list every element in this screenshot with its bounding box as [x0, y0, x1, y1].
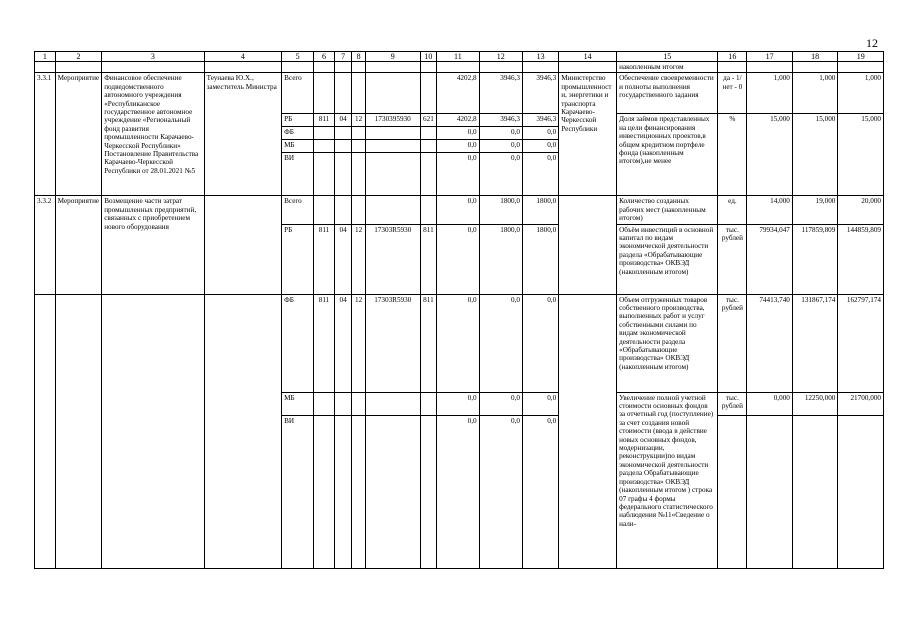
indicator-value: 14,000 — [747, 196, 793, 224]
budget-code: 811 — [314, 224, 335, 294]
budget-code — [314, 153, 335, 196]
amount-cell: 0,0 — [437, 140, 479, 153]
header-cell: 8 — [352, 52, 365, 62]
carry-over-text: накопленным итогом — [617, 62, 718, 73]
amount-cell: 0,0 — [523, 153, 559, 196]
amount-cell: 1800,0 — [479, 224, 522, 294]
amount-cell: 0,0 — [437, 392, 479, 415]
budget-code — [420, 127, 437, 140]
budget-code — [314, 392, 335, 415]
header-cell: 16 — [718, 52, 747, 62]
amount-cell: 0,0 — [523, 127, 559, 140]
budget-code: 811 — [314, 294, 335, 392]
row-type: Мероприятие — [55, 196, 102, 294]
header-cell: 4 — [204, 52, 282, 62]
funding-source: ФБ — [282, 294, 314, 392]
indicator-value: 1,000 — [747, 73, 793, 114]
header-cell: 17 — [747, 52, 793, 62]
budget-code — [334, 415, 352, 568]
amount-cell: 0,0 — [437, 127, 479, 140]
budget-code — [420, 392, 437, 415]
budget-code: 04 — [334, 294, 352, 392]
budget-code — [365, 415, 420, 568]
budget-code — [314, 127, 335, 140]
indicator-unit: тыс. рублей — [718, 224, 747, 294]
measure-name: Финансовое обеспечение подведомственного автономного учреждения «Республиканское государственное автономное учреждение «Региональный фонд развития промышленности Карачаево-Черкесской Республики» Постановление Правительства Карачаево-Черкесской Республики от 28.01.2021 №5 — [102, 73, 204, 196]
amount-cell: 4202,8 — [437, 114, 479, 127]
indicator-value: 131867,174 — [792, 294, 838, 392]
amount-cell: 0,0 — [523, 415, 559, 568]
budget-code — [352, 196, 365, 224]
budget-code — [365, 140, 420, 153]
funding-source: ФБ — [282, 127, 314, 140]
budget-code — [420, 415, 437, 568]
amount-cell: 4202,8 — [437, 73, 479, 114]
funding-source: МБ — [282, 140, 314, 153]
amount-cell: 1800,0 — [523, 196, 559, 224]
indicator-name: Количество созданных рабочих мест (накопленным итогом) — [617, 196, 718, 224]
amount-cell: 3946,3 — [523, 114, 559, 127]
indicator-name: Объем отгруженных товаров собственного производства, выполненных работ и услуг собственными силами по видам экономической деятельности раздела «Обрабатывающие производства» ОКВЭД (накопленным итогом) — [617, 294, 718, 392]
header-cell: 12 — [479, 52, 522, 62]
amount-cell: 3946,3 — [523, 73, 559, 114]
program-table — [34, 51, 884, 569]
executor — [559, 196, 617, 294]
header-cell: 9 — [365, 52, 420, 62]
amount-cell: 0,0 — [479, 294, 522, 392]
amount-cell: 0,0 — [479, 140, 522, 153]
budget-code — [334, 140, 352, 153]
header-cell: 10 — [420, 52, 437, 62]
indicator-value: 117859,809 — [792, 224, 838, 294]
table-row — [35, 73, 884, 114]
header-cell: 7 — [334, 52, 352, 62]
amount-cell: 0,0 — [523, 294, 559, 392]
header-cell: 6 — [314, 52, 335, 62]
header-cell: 2 — [55, 52, 102, 62]
indicator-value: 1,000 — [792, 73, 838, 114]
amount-cell: 0,0 — [479, 415, 522, 568]
table-row — [35, 294, 884, 392]
amount-cell: 1800,0 — [479, 196, 522, 224]
budget-code: 1730395930 — [365, 114, 420, 127]
indicator-value: 15,000 — [747, 114, 793, 196]
budget-code — [334, 73, 352, 114]
budget-code: 17303R5930 — [365, 294, 420, 392]
budget-code — [352, 140, 365, 153]
budget-code — [420, 140, 437, 153]
row-type: Мероприятие — [55, 73, 102, 196]
indicator-value: 162797,174 — [838, 294, 884, 392]
indicator-name: Объём инвестиций в основной капитал по видам экономической деятельности раздела «Обрабатывающие производства» ОКВЭД (накопленным итогом) — [617, 224, 718, 294]
budget-code — [352, 153, 365, 196]
indicator-value: 21700,000 — [838, 392, 884, 415]
indicator-value: 12250,000 — [792, 392, 838, 415]
budget-code — [352, 73, 365, 114]
header-cell: 5 — [282, 52, 314, 62]
carry-over-row — [35, 62, 884, 73]
funding-source: Всего — [282, 196, 314, 224]
budget-code — [314, 140, 335, 153]
amount-cell: 0,0 — [437, 196, 479, 224]
header-cell: 19 — [838, 52, 884, 62]
budget-code — [352, 392, 365, 415]
header-cell: 1 — [35, 52, 56, 62]
page-number: 12 — [866, 36, 878, 50]
budget-code: 12 — [352, 114, 365, 127]
header-cell: 18 — [792, 52, 838, 62]
measure-name: Возмещение части затрат промышленных предприятий, связанных с приобретением нового оборудования — [102, 196, 204, 294]
table-row — [35, 196, 884, 224]
indicator-value: 74413,740 — [747, 294, 793, 392]
amount-cell: 0,0 — [437, 224, 479, 294]
funding-source: МБ — [282, 392, 314, 415]
budget-code — [334, 196, 352, 224]
budget-code — [365, 196, 420, 224]
header-cell: 3 — [102, 52, 204, 62]
indicator-value: 79934,047 — [747, 224, 793, 294]
budget-code — [365, 127, 420, 140]
budget-code — [314, 415, 335, 568]
budget-code: 12 — [352, 224, 365, 294]
header-row — [35, 52, 884, 62]
indicator-value: 15,000 — [792, 114, 838, 196]
amount-cell: 0,0 — [437, 294, 479, 392]
budget-code: 811 — [314, 114, 335, 127]
budget-code — [365, 73, 420, 114]
budget-code — [365, 153, 420, 196]
header-cell: 11 — [437, 52, 479, 62]
indicator-value: 15,000 — [838, 114, 884, 196]
amount-cell: 0,0 — [437, 415, 479, 568]
budget-code — [365, 392, 420, 415]
responsible-person — [204, 196, 282, 294]
amount-cell: 3946,3 — [479, 114, 522, 127]
amount-cell: 0,0 — [523, 140, 559, 153]
indicator-value: 20,000 — [838, 196, 884, 224]
budget-code: 04 — [334, 224, 352, 294]
budget-code — [420, 73, 437, 114]
budget-code — [352, 127, 365, 140]
indicator-unit: ед. — [718, 196, 747, 224]
budget-code — [420, 153, 437, 196]
amount-cell: 3946,3 — [479, 73, 522, 114]
budget-code: 04 — [334, 114, 352, 127]
budget-code — [334, 153, 352, 196]
indicator-value: 0,000 — [747, 392, 793, 415]
funding-source: РБ — [282, 114, 314, 127]
amount-cell: 0,0 — [479, 127, 522, 140]
budget-code — [334, 392, 352, 415]
budget-code: 811 — [420, 294, 437, 392]
indicator-unit: да - 1/нет - 0 — [718, 73, 747, 114]
indicator-name: Обеспечение своевременности и полноты выполнения государственного задания — [617, 73, 718, 114]
indicator-value: 144859,809 — [838, 224, 884, 294]
executor: Министерство промышленности, энергетики и транспорта Карачаево-Черкесской Республики — [559, 73, 617, 196]
amount-cell: 0,0 — [479, 392, 522, 415]
amount-cell: 0,0 — [523, 392, 559, 415]
row-code: 3.3.1 — [35, 73, 56, 196]
budget-code: 17303R5930 — [365, 224, 420, 294]
header-cell: 14 — [559, 52, 617, 62]
responsible-person: Теунаева Ю.Х., заместитель Министра — [204, 73, 282, 196]
funding-source: Всего — [282, 73, 314, 114]
indicator-name: Доля займов представленных на цели финансирования инвестиционных проектов,в общем кредитном портфеле фонда (накопленным итогом),не менее — [617, 114, 718, 196]
funding-source: ВИ — [282, 153, 314, 196]
budget-code — [334, 127, 352, 140]
budget-code — [314, 73, 335, 114]
amount-cell: 0,0 — [479, 153, 522, 196]
row-code: 3.3.2 — [35, 196, 56, 294]
indicator-unit: тыс. рублей — [718, 294, 747, 392]
budget-code: 12 — [352, 294, 365, 392]
indicator-value: 19,000 — [792, 196, 838, 224]
amount-cell: 1800,0 — [523, 224, 559, 294]
budget-code: 811 — [420, 224, 437, 294]
indicator-unit: тыс. рублей — [718, 392, 747, 415]
budget-code — [420, 196, 437, 224]
funding-source: ВИ — [282, 415, 314, 568]
indicator-unit: % — [718, 114, 747, 196]
indicator-value: 1,000 — [838, 73, 884, 114]
indicator-name: Увеличение полной учетной стоимости основных фондов за отчетный год (поступление) за счет создания новой стоимости (ввода в действие новых основных фондов, модернизации, реконструкции)по видам экономической деятельности раздела Обрабатывающие производства» ОКВЭД (накопленным итогом ) строка 07 графы 4 формы федерального статистического наблюдения №11«Сведение о нали- — [617, 392, 718, 568]
budget-code — [352, 415, 365, 568]
budget-code: 621 — [420, 114, 437, 127]
funding-source: РБ — [282, 224, 314, 294]
header-cell: 13 — [523, 52, 559, 62]
header-cell: 15 — [617, 52, 718, 62]
budget-code — [314, 196, 335, 224]
amount-cell: 0,0 — [437, 153, 479, 196]
